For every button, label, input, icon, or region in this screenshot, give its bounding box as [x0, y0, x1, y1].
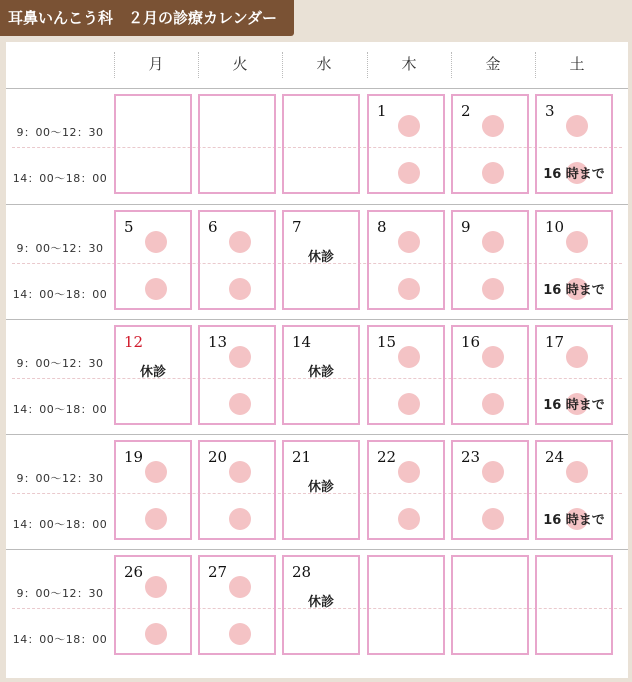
morning-open-dot	[566, 115, 588, 137]
calendar-day-cell	[367, 94, 445, 194]
hours-until-label: 16 時まで	[543, 283, 605, 298]
day-number: 10	[545, 218, 565, 236]
calendar-day-cell	[535, 94, 613, 194]
morning-time-label: 9：00～12：30	[16, 587, 104, 600]
afternoon-open-dot	[145, 508, 167, 530]
weekday-header: 火	[232, 55, 248, 73]
day-number: 12	[124, 333, 144, 351]
afternoon-open-dot	[398, 162, 420, 184]
calendar-title: 耳鼻いんこう科 ２月の診療カレンダー	[0, 0, 294, 36]
day-number: 19	[124, 448, 144, 466]
calendar-day-cell	[451, 440, 529, 540]
calendar-day-cell	[198, 440, 276, 540]
afternoon-open-dot	[229, 623, 251, 645]
closed-label: 休診	[307, 250, 334, 265]
afternoon-open-dot	[145, 623, 167, 645]
day-number: 20	[208, 448, 228, 466]
morning-open-dot	[482, 461, 504, 483]
calendar-day-cell	[282, 325, 360, 425]
weekday-header: 土	[569, 55, 585, 73]
calendar-panel	[6, 42, 628, 678]
calendar-day-cell	[282, 94, 360, 194]
calendar-day-cell	[451, 555, 529, 655]
calendar-day-cell	[114, 325, 192, 425]
weekday-header: 金	[485, 55, 501, 73]
morning-open-dot	[398, 115, 420, 137]
morning-open-dot	[145, 461, 167, 483]
morning-time-label: 9：00～12：30	[16, 357, 104, 370]
calendar-day-cell	[198, 555, 276, 655]
afternoon-open-dot	[145, 278, 167, 300]
morning-open-dot	[229, 231, 251, 253]
afternoon-open-dot	[398, 393, 420, 415]
calendar-day-cell	[114, 210, 192, 310]
morning-open-dot	[398, 231, 420, 253]
morning-time-label: 9：00～12：30	[16, 242, 104, 255]
day-number: 9	[461, 218, 471, 236]
calendar-day-cell	[198, 325, 276, 425]
weekday-header: 木	[401, 55, 417, 73]
calendar-day-cell	[367, 325, 445, 425]
day-number: 7	[292, 218, 302, 236]
header-divider	[535, 52, 536, 78]
weekday-header: 水	[316, 55, 332, 73]
morning-open-dot	[229, 576, 251, 598]
afternoon-open-dot	[398, 508, 420, 530]
afternoon-open-dot	[398, 278, 420, 300]
morning-open-dot	[482, 115, 504, 137]
afternoon-open-dot	[229, 278, 251, 300]
row-separator	[6, 549, 628, 550]
day-number: 5	[124, 218, 134, 236]
afternoon-time-label: 14：00～18：00	[12, 288, 108, 301]
closed-label: 休診	[307, 365, 334, 380]
day-number: 24	[545, 448, 565, 466]
calendar-day-cell	[114, 440, 192, 540]
day-number: 6	[208, 218, 218, 236]
header-divider	[367, 52, 368, 78]
row-separator	[6, 434, 628, 435]
morning-open-dot	[482, 231, 504, 253]
afternoon-time-label: 14：00～18：00	[12, 172, 108, 185]
calendar-day-cell	[535, 555, 613, 655]
afternoon-open-dot	[482, 278, 504, 300]
morning-open-dot	[566, 346, 588, 368]
row-separator	[6, 88, 628, 89]
afternoon-time-label: 14：00～18：00	[12, 633, 108, 646]
morning-open-dot	[566, 231, 588, 253]
calendar-day-cell	[451, 94, 529, 194]
hours-until-label: 16 時まで	[543, 513, 605, 528]
calendar-day-cell	[535, 325, 613, 425]
morning-open-dot	[229, 346, 251, 368]
afternoon-time-label: 14：00～18：00	[12, 403, 108, 416]
day-number: 27	[208, 563, 228, 581]
day-number: 23	[461, 448, 481, 466]
day-number: 15	[377, 333, 397, 351]
calendar-day-cell	[282, 555, 360, 655]
day-number: 26	[124, 563, 144, 581]
header-divider	[114, 52, 115, 78]
morning-open-dot	[145, 576, 167, 598]
afternoon-open-dot	[482, 508, 504, 530]
day-number: 8	[377, 218, 387, 236]
morning-open-dot	[398, 461, 420, 483]
closed-label: 休診	[139, 365, 166, 380]
day-number: 2	[461, 102, 471, 120]
day-number: 3	[545, 102, 555, 120]
calendar-day-cell	[282, 440, 360, 540]
morning-time-label: 9：00～12：30	[16, 126, 104, 139]
morning-open-dot	[145, 231, 167, 253]
header-divider	[198, 52, 199, 78]
calendar-day-cell	[367, 440, 445, 540]
calendar-day-cell	[114, 555, 192, 655]
day-number: 17	[545, 333, 565, 351]
closed-label: 休診	[307, 595, 334, 610]
calendar-day-cell	[198, 94, 276, 194]
calendar-day-cell	[451, 325, 529, 425]
day-number: 21	[292, 448, 312, 466]
calendar-day-cell	[282, 210, 360, 310]
morning-open-dot	[566, 461, 588, 483]
afternoon-open-dot	[482, 393, 504, 415]
afternoon-time-label: 14：00～18：00	[12, 518, 108, 531]
morning-open-dot	[482, 346, 504, 368]
hours-until-label: 16 時まで	[543, 398, 605, 413]
calendar-day-cell	[367, 555, 445, 655]
day-number: 16	[461, 333, 481, 351]
afternoon-open-dot	[482, 162, 504, 184]
calendar-day-cell	[198, 210, 276, 310]
header-divider	[451, 52, 452, 78]
day-number: 28	[292, 563, 312, 581]
closed-label: 休診	[307, 480, 334, 495]
day-number: 22	[377, 448, 397, 466]
morning-open-dot	[398, 346, 420, 368]
morning-open-dot	[229, 461, 251, 483]
calendar-day-cell	[535, 440, 613, 540]
calendar-day-cell	[451, 210, 529, 310]
morning-time-label: 9：00～12：30	[16, 472, 104, 485]
day-number: 1	[377, 102, 387, 120]
row-separator	[6, 319, 628, 320]
afternoon-open-dot	[229, 508, 251, 530]
calendar-day-cell	[367, 210, 445, 310]
day-number: 13	[208, 333, 228, 351]
day-number: 14	[292, 333, 312, 351]
header-divider	[282, 52, 283, 78]
calendar-day-cell	[535, 210, 613, 310]
weekday-header: 月	[148, 55, 164, 73]
row-separator	[6, 204, 628, 205]
hours-until-label: 16 時まで	[543, 167, 605, 182]
afternoon-open-dot	[229, 393, 251, 415]
calendar-day-cell	[114, 94, 192, 194]
